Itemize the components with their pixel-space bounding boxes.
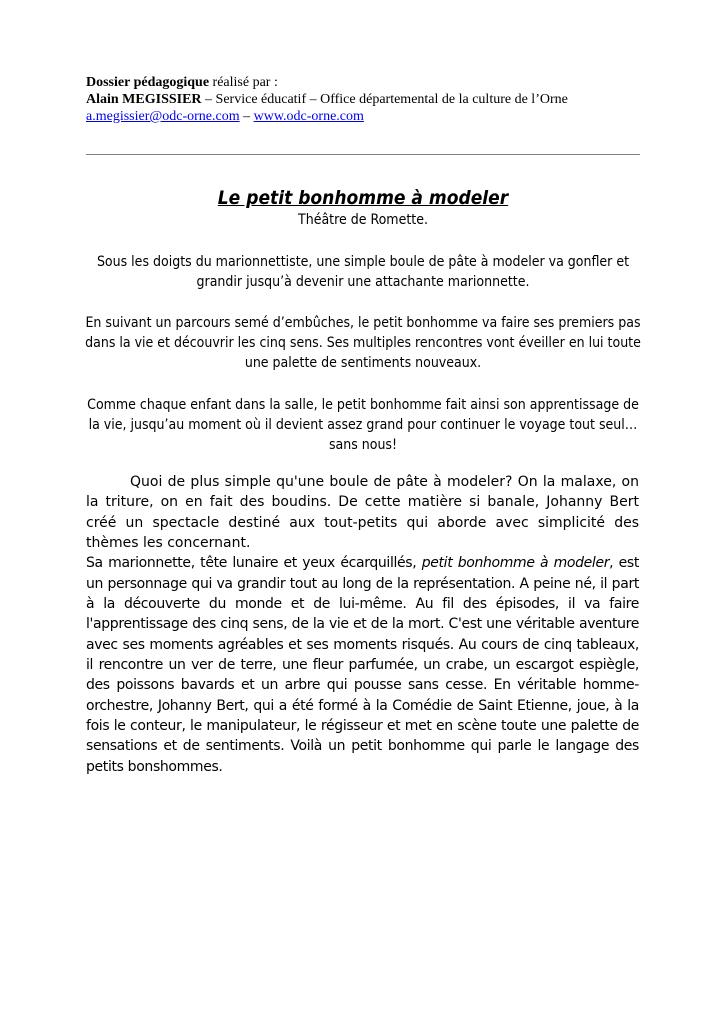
header-line-3 (86, 108, 646, 125)
intro-paragraph-3: Comme chaque enfant dans la salle, le petit bonhomme fait ainsi son apprentissage de la vie, jusqu’au moment où il devient assez grand pour continuer le voyage tout seul… sans nous! (87, 397, 639, 453)
show-title-italic: petit bonhomme à modeler (421, 555, 610, 572)
page-title: Le petit bonhomme à modeler (217, 187, 509, 209)
header-line-2 (86, 91, 646, 108)
website-link[interactable]: www.odc-orne.com (253, 109, 364, 124)
dossier-label-rest: réalisé par : (209, 75, 278, 90)
header-line-1 (86, 74, 646, 91)
body-paragraph-2-start: Sa marionnette, tête lunaire et yeux écarquillés, (86, 555, 422, 572)
dossier-label: Dossier pédagogique (86, 75, 210, 90)
link-separator: – (239, 109, 254, 124)
intro-paragraph-1: Sous les doigts du marionnettiste, une simple boule de pâte à modeler va gonfler et grandir jusqu’à devenir une attachante marionnette. (96, 254, 630, 290)
author-affiliation: – Service éducatif – Office départemental de la culture de l’Orne (201, 92, 568, 107)
page-subtitle: Théâtre de Romette. (298, 212, 428, 228)
body-paragraph-2-rest: , est un personnage qui va grandir tout au long de la représentation. A peine né, il part à la découverte du monde et de lui-même. Au fil des épisodes, il va faire l'apprentissage des cinq sens, de la vie et de la mort. C'est une véritable aventure avec ses moments agréables et ses moments risqués. Au cours de cinq tableaux, il rencontre un ver de terre, une fleur parfumée, un crabe, un escargot espiègle, des poissons bavards et un arbre qui pousse sans cesse. En véritable homme-orchestre, Johanny Bert, qui a été formé à la Comédie de Saint Etienne, joue, à la fois le conteur, le manipulateur, le régisseur et met en scène toute une palette de sensations et de sentiments. Voilà un petit bonhomme qui parle le langage des petits bonshommes. (86, 555, 639, 775)
main-text (86, 472, 639, 777)
body-paragraph-2 (86, 553, 639, 777)
email-link[interactable]: a.megissier@odc-orne.com (86, 109, 240, 124)
header-divider (86, 154, 640, 155)
author-name: Alain MEGISSIER (86, 92, 202, 107)
body-paragraph-1: Quoi de plus simple qu'une boule de pâte à modeler? On la malaxe, on la triture, on en fait des boudins. De cette matière si banale, Johanny Bert créé un spectacle destiné aux tout-petits qui aborde avec simplicité des thèmes les concernant. (86, 474, 639, 552)
intro-paragraph-2: En suivant un parcours semé d’embûches, le petit bonhomme va faire ses premiers pas dans la vie et découvrir les cinq sens. Ses multiples rencontres vont éveiller en lui toute une palette de sentiments nouveaux. (85, 315, 641, 371)
document-header (86, 74, 646, 125)
